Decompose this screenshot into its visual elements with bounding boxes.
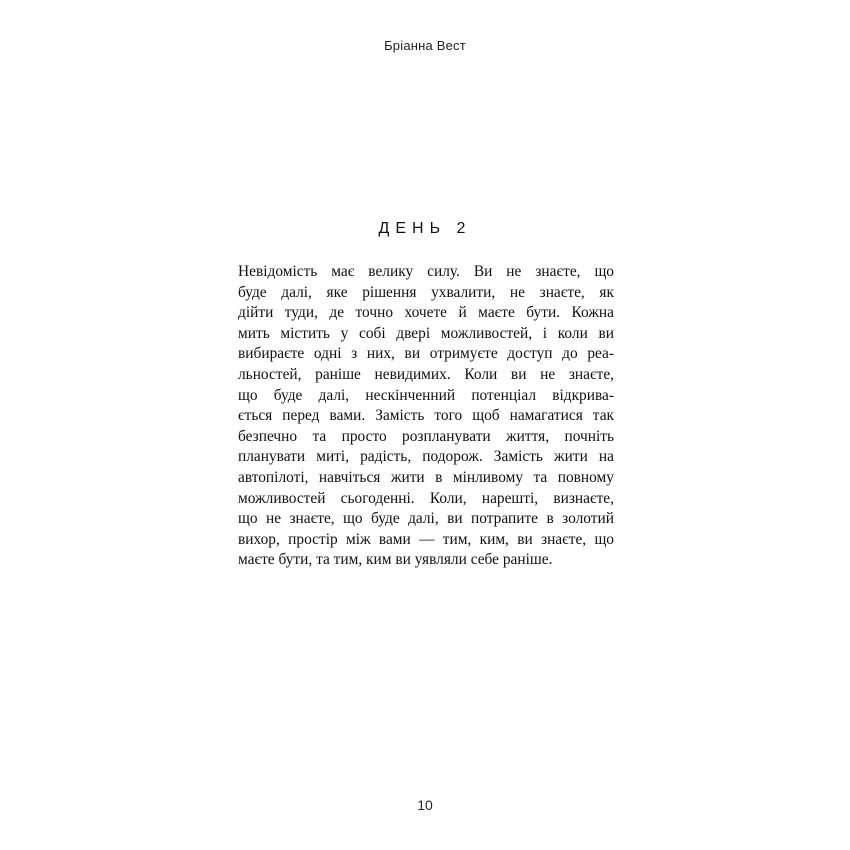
paragraph-line: безпечно та просто розпланувати життя, почніть xyxy=(238,427,614,445)
paragraph-line: маєте бути, та тим, ким ви уявляли себе раніше. xyxy=(238,551,553,569)
paragraph-line: дійти туди, де точно хочете й маєте бути. Кожна xyxy=(238,304,614,322)
chapter-title: ДЕНЬ 2 xyxy=(378,220,472,237)
running-head-author: Бріанна Вест xyxy=(384,38,466,53)
paragraph-line: ється перед вами. Замість того щоб намагатися так xyxy=(238,407,614,425)
paragraph-line: можливостей сьогоденні. Коли, нарешті, визнаєте, xyxy=(238,489,614,507)
paragraph-line: вихор, простір між вами — тим, ким, ви знаєте, що xyxy=(238,530,614,548)
paragraph-line: буде далі, яке рішення ухвалити, не знаєте, як xyxy=(238,283,614,301)
paragraph-line: автопілоті, навчіться жити в мінливому та повному xyxy=(238,468,614,486)
paragraph-line: мить містить у собі двері можливостей, і коли ви xyxy=(238,324,614,342)
paragraph-line: льностей, раніше невидимих. Коли ви не знаєте, xyxy=(238,365,614,383)
paragraph-line: що буде далі, нескінченний потенціал відкрива- xyxy=(238,386,614,404)
paragraph-line: планувати миті, радість, подорож. Замість жити на xyxy=(238,448,614,466)
paragraph-line: що не знаєте, що буде далі, ви потрапите в золотий xyxy=(238,510,614,528)
page-number: 10 xyxy=(417,797,433,813)
paragraph-line: вибираєте одні з них, ви отримуєте доступ до реа- xyxy=(238,345,614,363)
paragraph-line: Невідомість має велику силу. Ви не знаєте, що xyxy=(238,263,614,280)
body-paragraph xyxy=(238,262,614,571)
